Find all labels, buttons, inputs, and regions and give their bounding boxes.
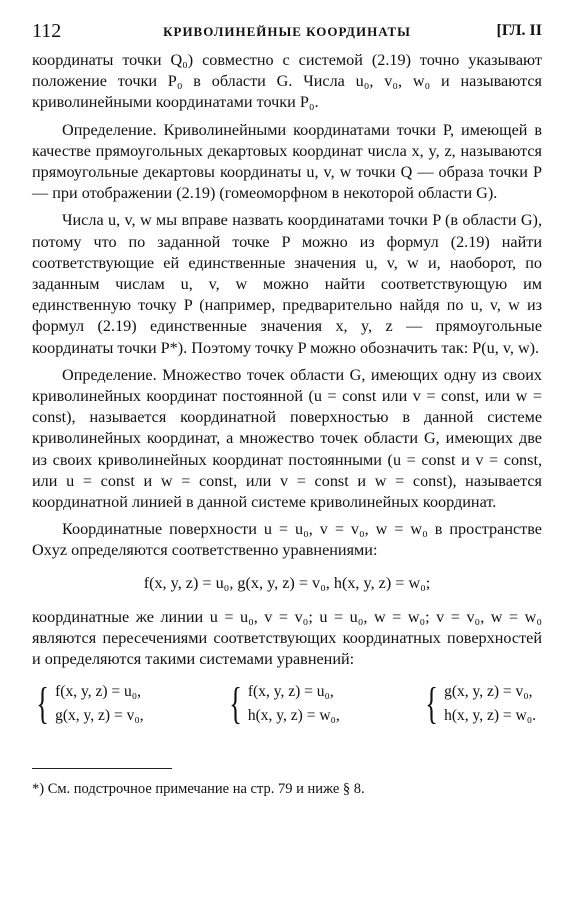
brace-icon: { (228, 679, 242, 729)
footnote: *) См. подстрочное примечание на стр. 79 и ниже § 8. (32, 781, 365, 798)
system-uv (32, 680, 144, 728)
running-header (32, 20, 542, 50)
system-line: f(x, y, z) = u₀, (55, 683, 142, 701)
brace-icon: { (36, 679, 49, 729)
footnote-rule (32, 768, 172, 769)
book-page (32, 20, 542, 800)
system-line: h(x, y, z) = w₀, (247, 707, 340, 725)
surface-equations: f(x, y, z) = u₀, g(x, y, z) = v₀, h(x, y, z) = w₀; (143, 573, 431, 592)
equation-systems (32, 680, 536, 728)
system-line: g(x, y, z) = v₀, (444, 683, 533, 701)
paragraph-1: координаты точки Q₀) совместно с системой (2.19) точно указывают положение точки P₀ в области G. Числа u₀, v₀, w₀ и называются криволинейными координатами точки P₀. (32, 51, 542, 112)
chapter-mark: [ГЛ. II (496, 22, 542, 39)
system-line: f(x, y, z) = u₀, (247, 683, 334, 701)
definition-coordinate-surface: Определение. Множество точек области G, имеющих одну из своих криволинейных координат постоянной (u = const или v = const, или w = const), называется координатной поверхностью в данной системе криволинейных координат, а множество точек области G, имеющих две из своих криволинейных координат постоянными (u = const и v = const, или u = const и w = const, или v = const и w = const), называется координатной линией в данной системе криволинейных координат. (32, 365, 542, 512)
system-line: h(x, y, z) = w₀. (444, 707, 536, 725)
definition-curvilinear-coordinates: Определение. Криволинейными координатами точки P, имеющей в качестве прямоугольных декартовых координат числа x, y, z, называются прямоугольные декартовы координаты u, v, w точки Q — образа точки P — при отображении (2.19) (гомеоморфном в некоторой области G). (32, 120, 542, 203)
running-title: КРИВОЛИНЕЙНЫЕ КООРДИНАТЫ (163, 24, 411, 39)
brace-icon: { (425, 679, 438, 729)
system-uw (225, 680, 340, 728)
system-vw (421, 680, 536, 728)
paragraph-6: координатные же линии u = u₀, v = v₀; u = u₀, w = w₀; v = v₀, w = w₀ являются пересечениями соответствующих координатных поверхностей и определяются такими системами уравнений: (32, 607, 542, 669)
paragraph-3: Числа u, v, w мы вправе назвать координатами точки P (в области G), потому что по заданной точке P можно из формул (2.19) найти соответствующие ей единственные значения u, v, w и, наоборот, по заданным числам u, v, w можно найти соответствующую им единственную точку P (например, предварительно найдя по u, v, w из формул (2.19) единственные значения x, y, z — прямоугольные координаты точки P*). Поэтому точку P можно обозначить так: P(u, v, w). (32, 211, 542, 357)
page-number: 112 (32, 20, 62, 42)
paragraph-5: Координатные поверхности u = u₀, v = v₀, w = w₀ в пространстве Oxyz определяются соответственно уравнениями: (32, 520, 542, 560)
system-line: g(x, y, z) = v₀, (55, 707, 144, 725)
